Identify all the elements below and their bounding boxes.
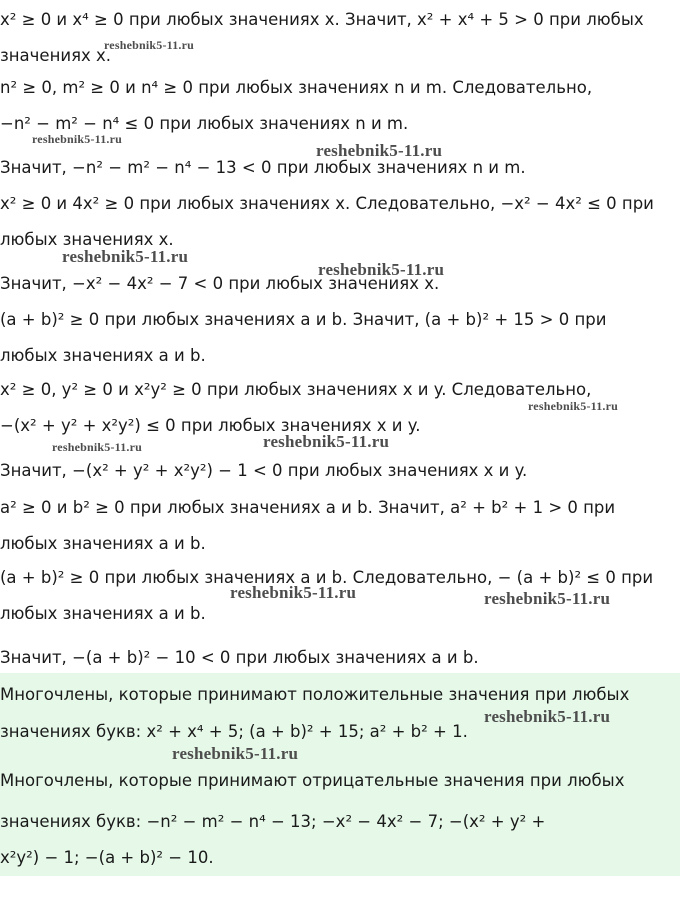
text-line: Значит, −(a + b)² − 10 < 0 при любых значениях a и b. [0, 648, 479, 667]
text-line: значениях x. [0, 46, 112, 65]
conclusion-negative-heading: Многочлены, которые принимают отрицательные значения при любых [0, 771, 625, 790]
text-line: (a + b)² ≥ 0 при любых значениях a и b. Значит, (a + b)² + 15 > 0 при [0, 310, 607, 329]
text-line: x² ≥ 0 и x⁴ ≥ 0 при любых значениях x. Значит, x² + x⁴ + 5 > 0 при любых [0, 10, 644, 29]
watermark: reshebnik5-11.ru [104, 38, 194, 52]
text-line: любых значениях a и b. [0, 346, 206, 365]
watermark: reshebnik5-11.ru [316, 141, 443, 160]
watermark: reshebnik5-11.ru [172, 744, 299, 763]
text-line: x² ≥ 0 и 4x² ≥ 0 при любых значениях x. Следовательно, −x² − 4x² ≤ 0 при [0, 194, 654, 213]
text-line: (a + b)² ≥ 0 при любых значениях a и b. Следовательно, − (a + b)² ≤ 0 при [0, 568, 654, 587]
conclusion-negative-list-cont: x²y²) − 1; −(a + b)² − 10. [0, 848, 214, 867]
text-line: любых значениях a и b. [0, 534, 206, 553]
text-line: Значит, −x² − 4x² − 7 < 0 при любых значениях x. [0, 274, 440, 293]
watermark: reshebnik5-11.ru [484, 589, 611, 608]
conclusion-negative-list: значениях букв: −n² − m² − n⁴ − 13; −x² − 4x² − 7; −(x² + y² + [0, 812, 546, 831]
text-line: любых значениях x. [0, 230, 174, 249]
watermark: reshebnik5-11.ru [62, 247, 189, 266]
conclusion-positive-list: значениях букв: x² + x⁴ + 5; (a + b)² + 15; a² + b² + 1. [0, 722, 468, 741]
text-line: Значит, −(x² + y² + x²y²) − 1 < 0 при любых значениях x и y. [0, 461, 528, 480]
watermark: reshebnik5-11.ru [263, 432, 390, 451]
conclusion-positive-heading: Многочлены, которые принимают положительные значения при любых [0, 685, 630, 704]
watermark: reshebnik5-11.ru [528, 399, 618, 413]
text-line: любых значениях a и b. [0, 604, 206, 623]
text-line: a² ≥ 0 и b² ≥ 0 при любых значениях a и b. Значит, a² + b² + 1 > 0 при [0, 498, 616, 517]
text-line: −n² − m² − n⁴ ≤ 0 при любых значениях n и m. [0, 114, 409, 133]
watermark: reshebnik5-11.ru [484, 707, 611, 726]
text-line: Значит, −n² − m² − n⁴ − 13 < 0 при любых значениях n и m. [0, 158, 526, 177]
watermark: reshebnik5-11.ru [32, 132, 122, 146]
watermark: reshebnik5-11.ru [230, 583, 357, 602]
text-line: n² ≥ 0, m² ≥ 0 и n⁴ ≥ 0 при любых значениях n и m. Следовательно, [0, 78, 593, 97]
text-line: −(x² + y² + x²y²) ≤ 0 при любых значениях x и y. [0, 416, 421, 435]
watermark: reshebnik5-11.ru [318, 260, 445, 279]
watermark: reshebnik5-11.ru [52, 440, 142, 454]
text-line: x² ≥ 0, y² ≥ 0 и x²y² ≥ 0 при любых значениях x и y. Следовательно, [0, 380, 592, 399]
